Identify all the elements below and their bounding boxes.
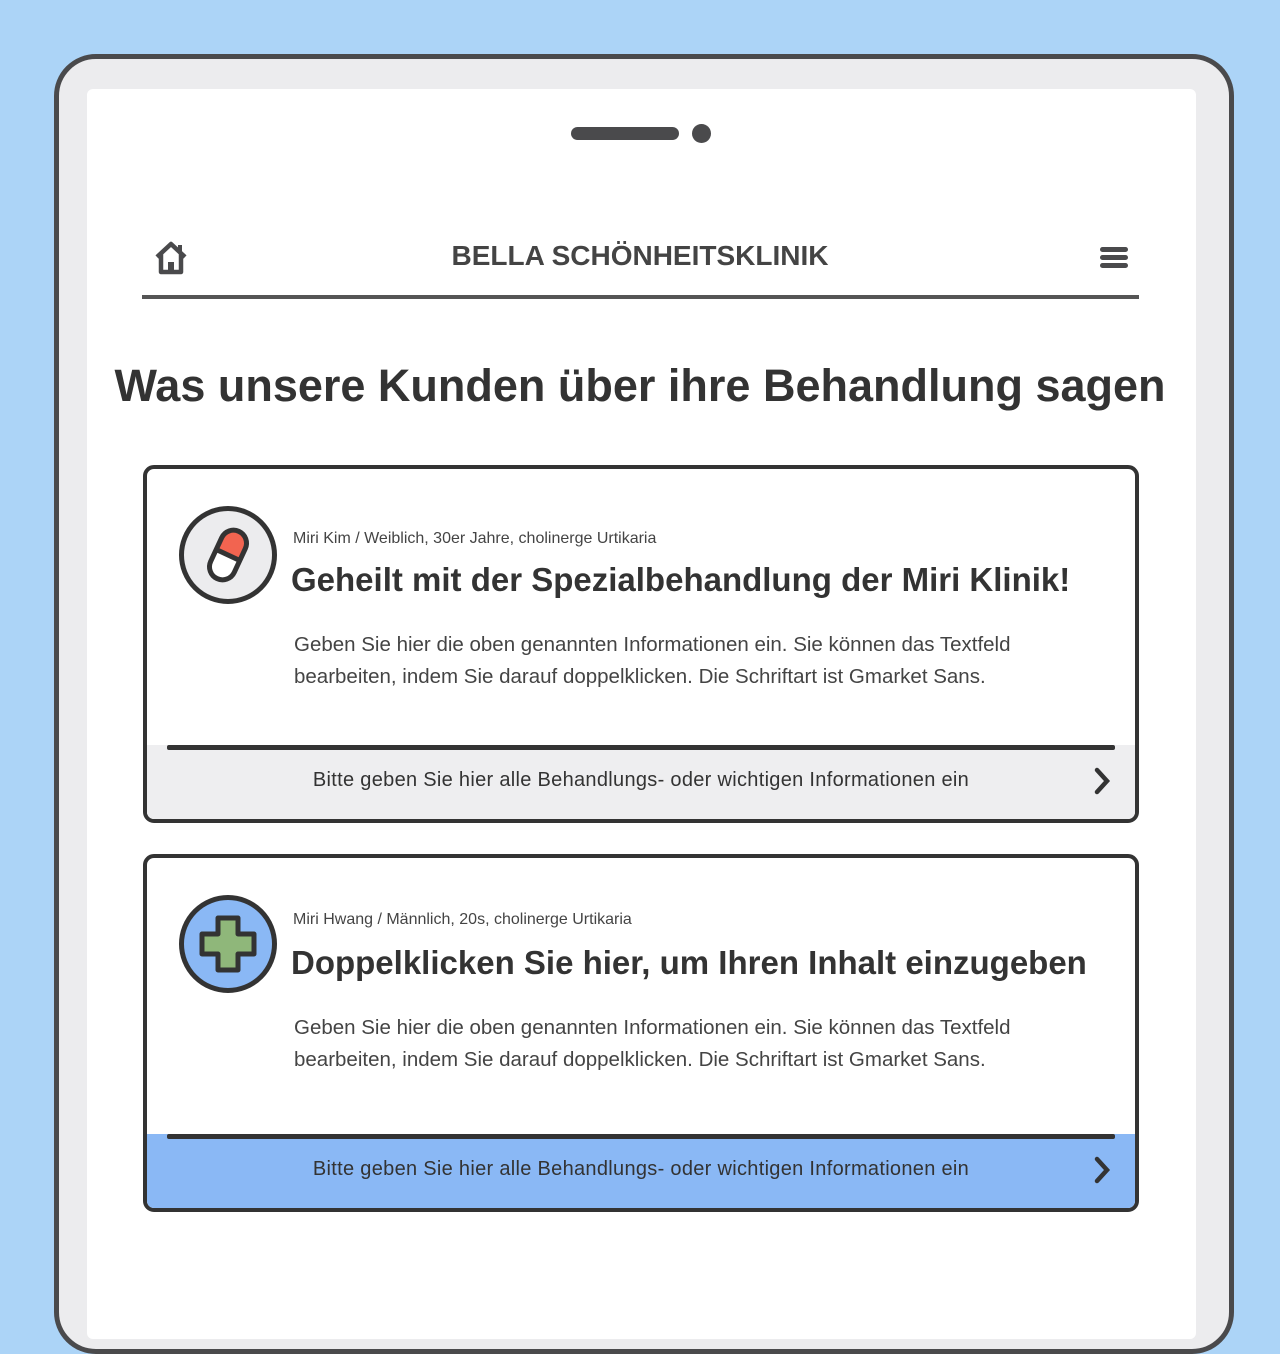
footer-divider [167, 745, 1115, 750]
speaker [571, 127, 679, 140]
reviewer-info: Miri Kim / Weiblich, 30er Jahre, cholinerge Urtikaria [293, 530, 657, 547]
header-divider [142, 295, 1139, 299]
reviewer-info: Miri Hwang / Männlich, 20s, cholinerge Urtikaria [293, 911, 632, 928]
pill-icon [179, 506, 277, 604]
card-body: Geben Sie hier die oben genannten Informationen ein. Sie können das Textfeld bearbeiten, indem Sie darauf doppelklicken. Die Schriftart ist Gmarket Sans. [294, 1016, 1011, 1071]
footer-text: Bitte geben Sie hier alle Behandlungs- oder wichtigen Informationen ein [312, 1158, 970, 1180]
card-footer-link[interactable] [147, 745, 1135, 819]
footer-divider [167, 1134, 1115, 1139]
card-title: Doppelklicken Sie hier, um Ihren Inhalt einzugeben [291, 944, 1087, 981]
card-footer-link[interactable] [147, 1134, 1135, 1208]
menu-icon[interactable] [1099, 245, 1129, 276]
card-body: Geben Sie hier die oben genannten Informationen ein. Sie können das Textfeld bearbeiten, indem Sie darauf doppelklicken. Die Schriftart ist Gmarket Sans. [294, 633, 1011, 688]
page-heading: Was unsere Kunden über ihre Behandlung sagen [114, 360, 1166, 411]
testimonial-card [143, 854, 1139, 1212]
testimonial-card [143, 465, 1139, 823]
chevron-right-icon[interactable] [1093, 767, 1111, 800]
medical-cross-icon [179, 895, 277, 993]
site-title: BELLA SCHÖNHEITSKLINIK [451, 240, 829, 271]
camera [692, 124, 711, 143]
footer-text: Bitte geben Sie hier alle Behandlungs- oder wichtigen Informationen ein [312, 769, 970, 791]
chevron-right-icon[interactable] [1093, 1156, 1111, 1189]
card-title: Geheilt mit der Spezialbehandlung der Miri Klinik! [291, 561, 1071, 598]
